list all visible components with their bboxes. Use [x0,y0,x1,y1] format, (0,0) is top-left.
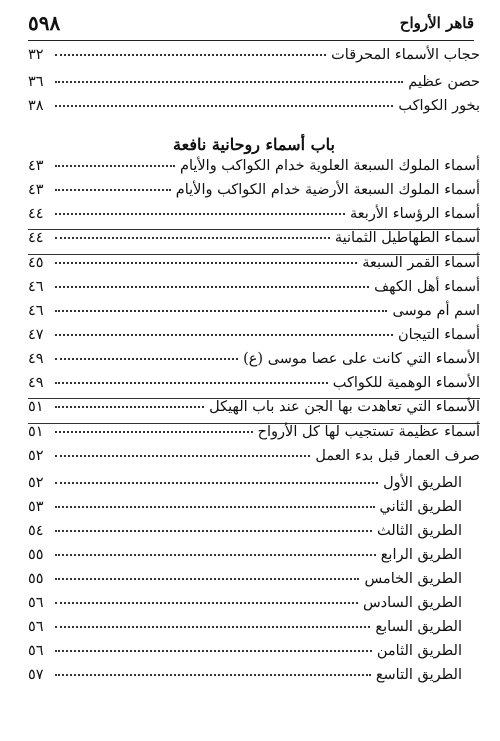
toc-entry-title: أسماء القمر السبعة [362,255,480,271]
toc-entry-title: الطريق التاسع [375,667,462,683]
dot-leader [55,506,375,508]
toc-entry-page: ٥٦ [28,643,44,659]
toc-entry-title: الطريق الثالث [377,523,462,539]
toc-entry-title: أسماء الطهاطيل الثمانية [334,230,480,246]
toc-entry-page: ٥٦ [28,595,44,611]
toc-entry-title: الطريق الثامن [376,643,462,659]
section-entries [28,158,480,472]
toc-entry-title: أسماء أهل الكهف [374,279,480,295]
toc-entry [28,303,480,327]
toc-entry [28,643,480,667]
toc-entry-page: ٥٥ [28,547,44,563]
toc-entry-title: الطريق الرابع [380,547,462,563]
toc-entry-page: ٤٩ [28,375,44,391]
toc-entry-title: حصن عظيم [408,74,480,90]
toc-entry [28,255,480,279]
toc-entry-title: أسماء الملوك السبعة العلوية خدام الكواكب والأيام [179,158,480,174]
top-entries [28,47,480,122]
toc-entry-page: ٥٢ [28,448,44,464]
toc-entry-page: ٣٨ [28,98,44,114]
toc-entry-title: الأسماء الوهمية للكواكب [332,375,480,391]
toc-entry-page: ٥٣ [28,499,44,515]
running-title: قاهر الأرواح [399,14,474,32]
dot-leader [55,358,238,360]
toc-entry-title: بخور الكواكب [398,98,480,114]
toc-entry-title: الطريق الأول [383,475,462,491]
toc-entry [28,523,480,547]
toc-entry-page: ٤٥ [28,255,44,271]
toc-entry-page: ٤٦ [28,303,44,319]
toc-entry-page: ٤٤ [28,230,44,246]
toc-entry-page: ٥٦ [28,619,44,635]
dot-leader [55,310,387,312]
dot-leader [55,262,357,264]
dot-leader [55,626,370,628]
toc-entry-title: الأسماء التي كانت على عصا موسى (ع) [243,351,480,367]
toc-entry-page: ٥١ [28,424,44,440]
toc-entry [28,571,480,595]
dot-leader [55,578,359,580]
toc-entry-title: اسم أم موسى [392,303,480,319]
toc-entry-page: ٤٣ [28,158,44,174]
toc-entry-page: ٤٧ [28,327,44,343]
toc-entry [28,375,480,399]
toc-entry [28,98,480,122]
toc-entry-title: الطريق السابع [375,619,462,635]
dot-leader [55,382,328,384]
page-number: ٥٩٨ [28,11,61,35]
dot-leader [55,554,376,556]
toc-entry [28,279,480,303]
toc-entry-title: أسماء الملوك السبعة الأرضية خدام الكواكب والأيام [175,182,480,198]
toc-entry [28,667,480,691]
toc-entry [28,351,480,375]
toc-entry-title: حجاب الأسماء المحرقات [331,47,480,63]
toc-entry-page: ٤٣ [28,182,44,198]
dot-leader [55,674,371,676]
toc-entry-title: أسماء التيجان [397,327,480,343]
toc-entry-title: الطريق الخامس [364,571,462,587]
dot-leader [55,650,372,652]
dot-leader [55,213,345,215]
dot-leader [55,455,310,457]
toc-entry [28,424,480,448]
dot-leader [55,165,175,167]
toc-entry [28,475,480,499]
toc-entry-title: الطريق الثاني [379,499,462,515]
toc-entry [28,158,480,182]
toc-entry-page: ٣٦ [28,74,44,90]
toc-entry [28,499,480,523]
toc-entry [28,327,480,351]
page-header [28,6,474,41]
toc-entry [28,206,480,230]
toc-entry-page: ٥٧ [28,667,44,683]
dot-leader [55,54,326,56]
dot-leader [55,482,378,484]
dot-leader [55,237,330,239]
toc-entry-title: الطريق السادس [362,595,462,611]
toc-entry-title: أسماء الرؤساء الأربعة [350,206,480,222]
dot-leader [55,431,253,433]
toc-entry-page: ٥٥ [28,571,44,587]
toc-entry-page: ٥٤ [28,523,44,539]
toc-entry [28,74,480,98]
sub-entries [28,475,480,691]
dot-leader [55,286,369,288]
toc-entry [28,182,480,206]
dot-leader [55,81,403,83]
toc-entry-page: ٥١ [28,399,44,415]
toc-entry [28,398,480,424]
toc-entry-page: ٤٩ [28,351,44,367]
dot-leader [55,406,204,408]
dot-leader [55,105,393,107]
dot-leader [55,530,372,532]
toc-entry-title: صرف العمار قبل بدء العمل [315,448,480,464]
toc-entry-page: ٥٢ [28,475,44,491]
toc-entry-title: أسماء عظيمة تستجيب لها كل الأرواح [257,424,480,440]
toc-entry [28,595,480,619]
dot-leader [55,334,393,336]
toc-entry [28,619,480,643]
toc-entry [28,448,480,472]
table-of-contents [28,47,480,691]
toc-entry [28,547,480,571]
toc-entry [28,229,480,255]
section-heading: باب أسماء روحانية نافعة [173,135,335,154]
dot-leader [55,189,171,191]
toc-entry-page: ٤٤ [28,206,44,222]
toc-entry-page: ٤٦ [28,279,44,295]
dot-leader [55,602,358,604]
toc-entry-title: الأسماء التي تعاهدت بها الجن عند باب الهيكل [209,399,480,415]
toc-entry [28,47,480,74]
toc-entry-page: ٣٢ [28,47,44,63]
